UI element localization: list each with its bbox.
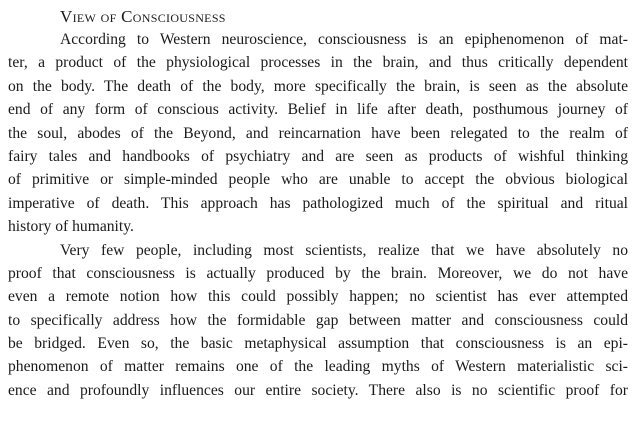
text-line: imperative of death. This approach has pathologized much of the spiritual and ritual xyxy=(8,194,628,212)
text-line: of primitive or simple-minded people who are unable to accept the obvious biological xyxy=(8,171,628,189)
paragraph-2 xyxy=(8,239,628,403)
text-line: even a remote notion how this could possibly happen; no scientist has ever attempted xyxy=(8,288,628,306)
text-line: ter, a product of the physiological processes in the brain, and thus critically dependent xyxy=(8,54,628,72)
text-line: end of any form of conscious activity. Belief in life after death, posthumous journey of xyxy=(8,101,628,119)
text-line: the soul, abodes of the Beyond, and reincarnation have been relegated to the realm of xyxy=(8,124,628,142)
section-heading: View of Consciousness xyxy=(60,7,226,26)
text-line: fairy tales and handbooks of psychiatry and are seen as products of wishful thinking xyxy=(8,147,628,165)
text-line: history of humanity. xyxy=(8,218,134,236)
text-line: proof that consciousness is actually produced by the brain. Moreover, we do not have xyxy=(8,264,628,282)
text-line: be bridged. Even so, the basic metaphysical assumption that consciousness is an epi- xyxy=(8,335,628,353)
text-line: on the body. The death of the body, more specifically the brain, is seen as the absolute xyxy=(8,77,628,95)
text-line: ence and profoundly influences our entire society. There also is no scientific proof for xyxy=(8,381,628,399)
paragraph-1 xyxy=(8,28,628,239)
text-line: phenomenon of matter remains one of the leading myths of Western materialistic sci- xyxy=(8,358,628,376)
text-line: to specifically address how the formidable gap between matter and consciousness could xyxy=(8,311,628,329)
text-line: Very few people, including most scientists, realize that we have absolutely no xyxy=(60,241,628,259)
text-line: According to Western neuroscience, consciousness is an epiphenomenon of mat- xyxy=(60,31,628,48)
